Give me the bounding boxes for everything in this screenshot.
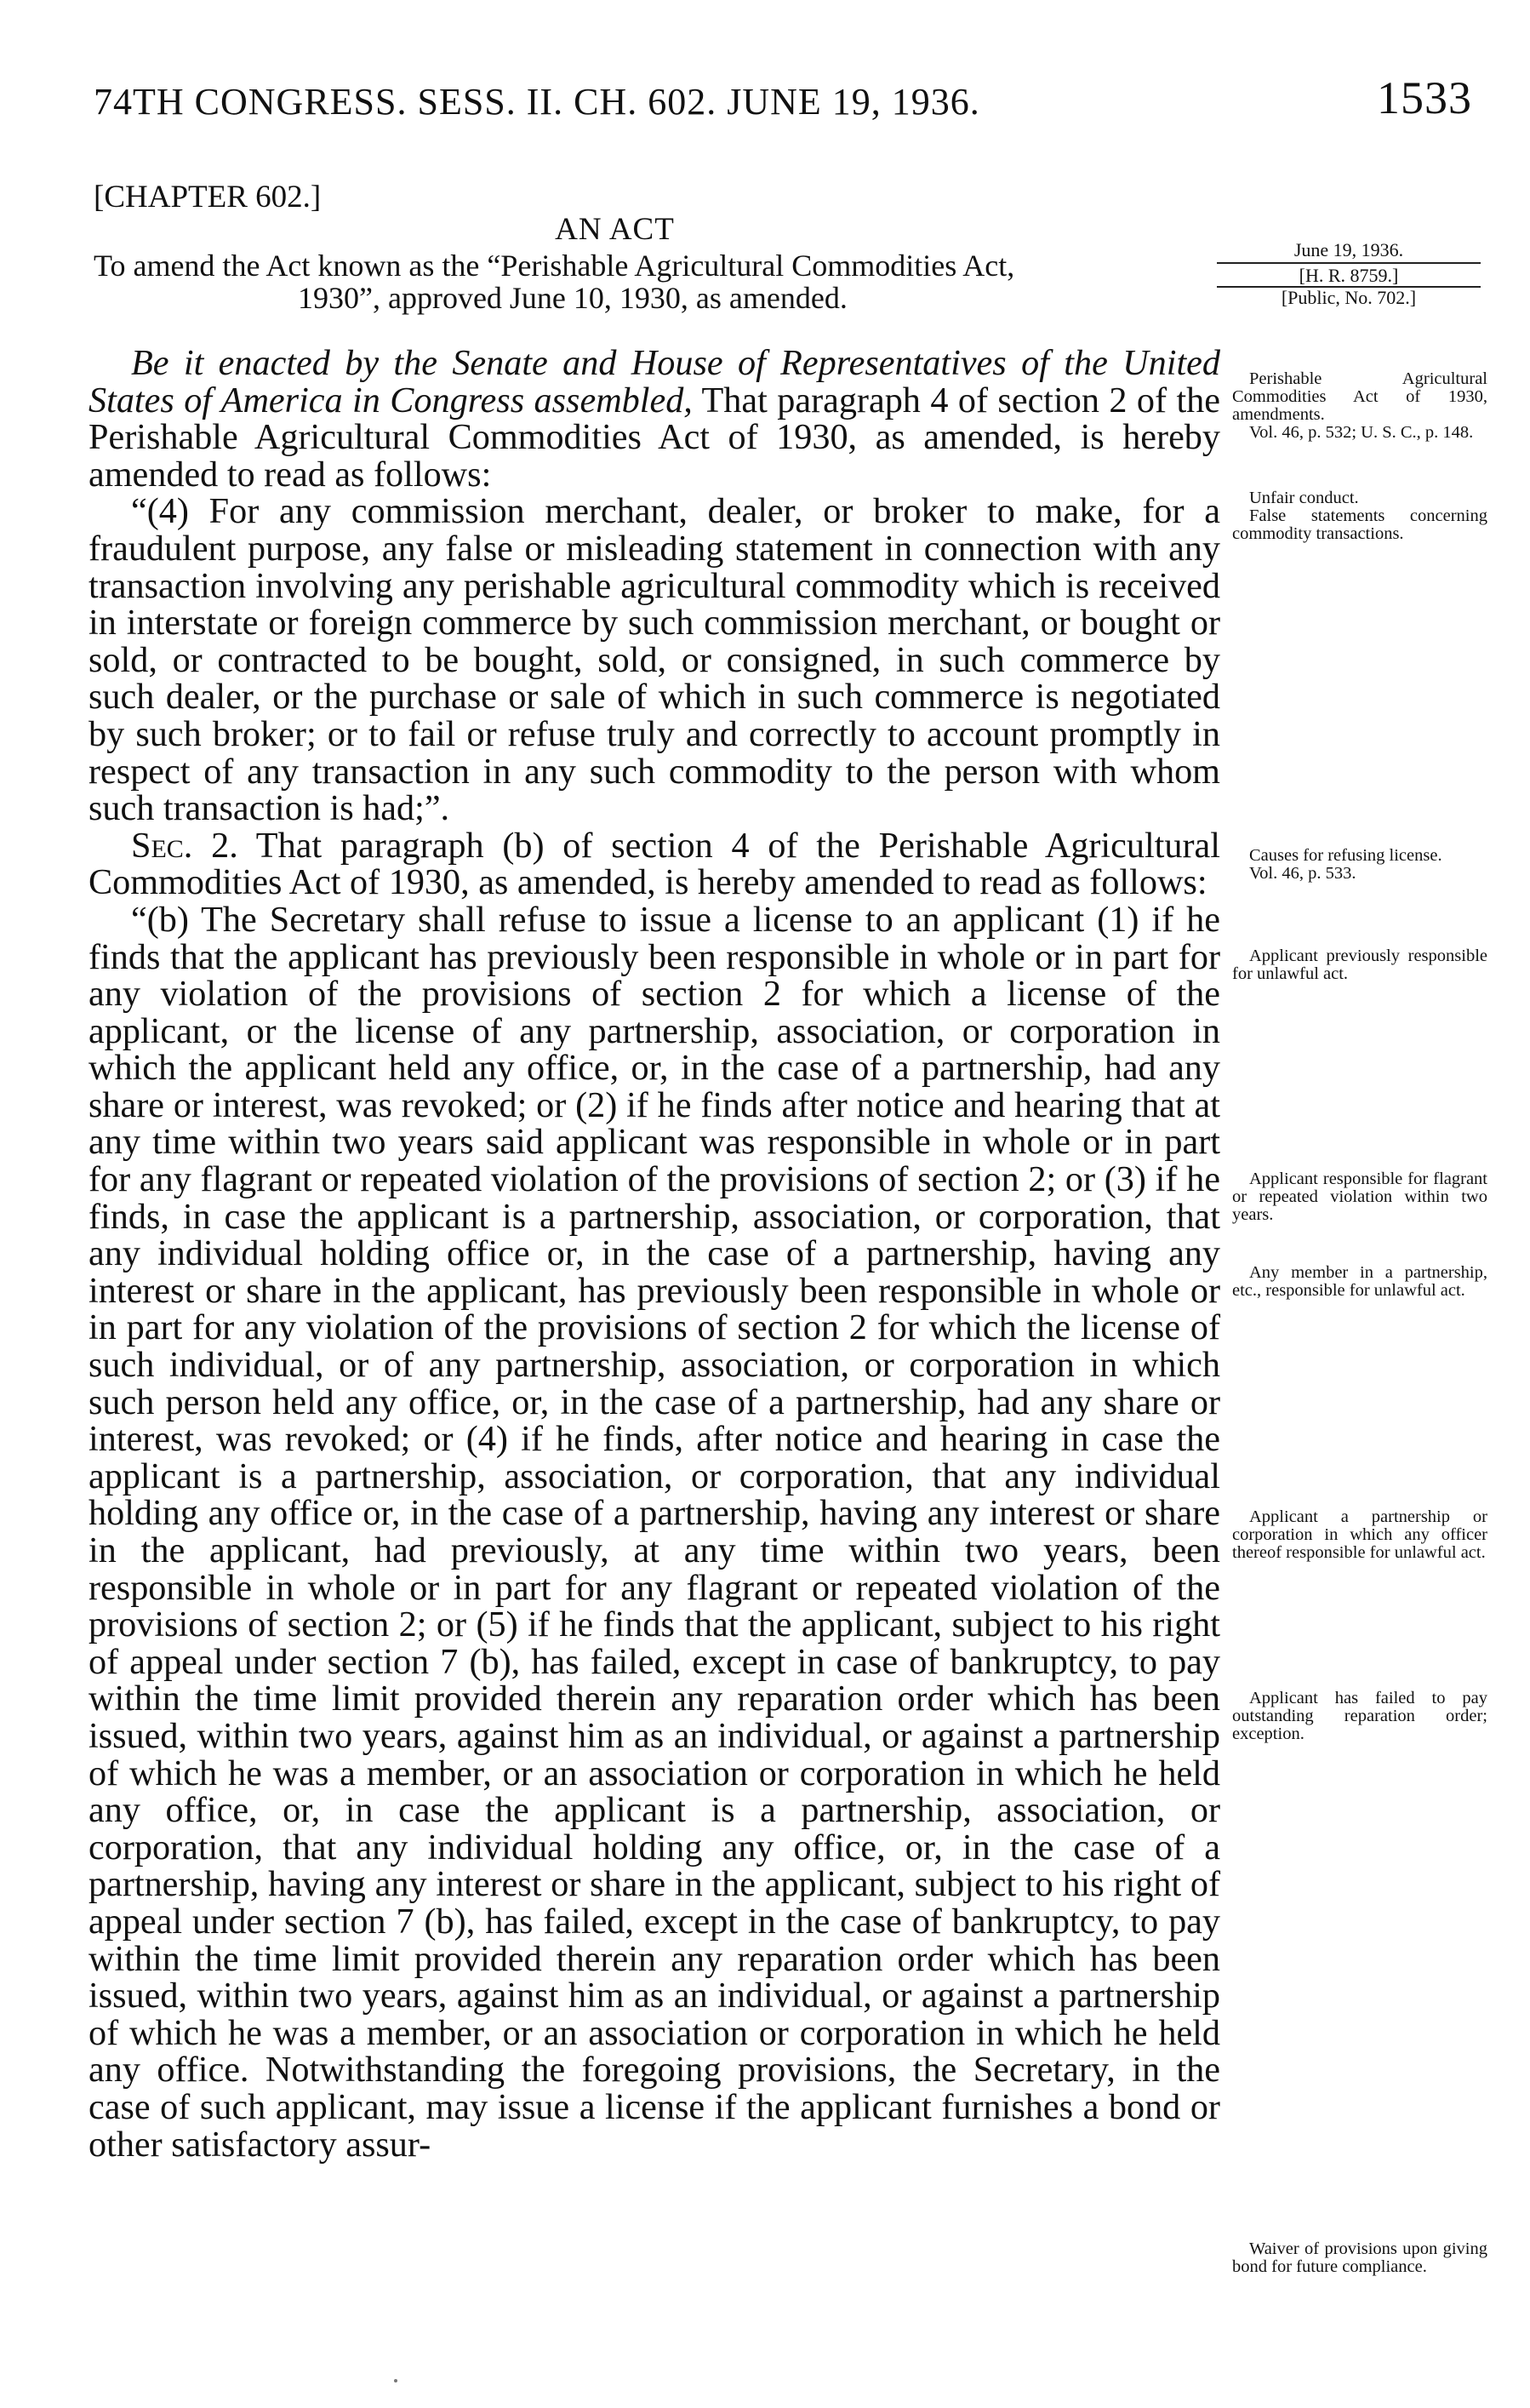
paragraph-4-text: “(4) For any commission merchant, dealer, or broker to make, for a fraudulent purpose, any false or misleading statement in connection with any transaction involving any perishable agricultural commodity which is received in interstate or foreign commerce by such commission merchant, or bought or sold, or contracted to be bought, sold, or consigned, in such commerce by such dealer, or the purchase or sale of which in such commerce is negotiated by such broker; or to fail or refuse truly and correctly to account promptly in respect of any transaction in any such commodity to the person with whom such transaction is had;”.	[88, 491, 1220, 829]
running-head-text: 74TH CONGRESS. SESS. II. CH. 602. JUNE 19, 1936.	[94, 81, 980, 123]
margin-note	[1232, 947, 1487, 983]
public-law-number: [Public, No. 702.]	[1281, 287, 1417, 308]
margin-note-text: Applicant has failed to pay outstanding reparation order; exception.	[1232, 1689, 1487, 1743]
margin-note-text: Perishable Agricultural Commodities Act of 1930, amendments.	[1232, 369, 1487, 424]
margin-note	[1232, 1170, 1487, 1224]
margin-note	[1232, 1690, 1487, 1743]
purpose-line-2: 1930”, approved June 10, 1930, as amended.	[298, 281, 848, 315]
statute-body	[88, 345, 1220, 2163]
margin-note	[1232, 1264, 1487, 1300]
margin-note-text: Causes for refusing license.	[1249, 846, 1442, 865]
margin-note	[1232, 2240, 1487, 2276]
margin-note	[1232, 1508, 1487, 1562]
section-label: Sec. 2.	[131, 825, 238, 866]
section-2-text: That paragraph (b) of section 4 of the Perishable Agricultural Commodities Act of 1930, as amended, is hereby amended to read as follows:	[88, 825, 1220, 903]
margin-note	[1232, 370, 1487, 442]
margin-note-text: Unfair conduct.	[1249, 489, 1359, 507]
margin-note-text: Applicant responsible for flagrant or repeated violation within two years.	[1232, 1170, 1487, 1224]
bill-number: [H. R. 8759.]	[1299, 265, 1399, 286]
margin-note-text: Any member in a partnership, etc., responsible for unlawful act.	[1232, 1263, 1487, 1300]
act-title: AN ACT	[555, 212, 675, 247]
margin-note-text: False statements concerning commodity transactions.	[1232, 506, 1487, 543]
enacting-text: That paragraph 4 of section 2 of the Perishable Agricultural Commodities Act of 1930, as amended, is hereby amended to read as follows:	[88, 380, 1220, 495]
margin-note	[1232, 489, 1487, 543]
chapter-label: [CHAPTER 602.]	[94, 180, 322, 214]
act-purpose	[94, 249, 1230, 314]
running-head	[94, 71, 1472, 157]
margin-note-text: Applicant a partnership or corporation in which any officer thereof responsible for unlawful act.	[1232, 1507, 1487, 1562]
margin-note-text: Waiver of provisions upon giving bond for future compliance.	[1232, 2239, 1487, 2276]
enacting-clause: Be it enacted by the Senate and House of Representatives of the United States of America in Congress assembled,	[88, 343, 1220, 420]
enactment-date-block	[1208, 240, 1489, 308]
margin-note-text: Vol. 46, p. 533.	[1249, 864, 1356, 883]
page-number: 1533	[1377, 72, 1472, 123]
printer-mark	[394, 2379, 397, 2382]
margin-note	[1232, 847, 1487, 883]
enactment-date: June 19, 1936.	[1293, 239, 1404, 260]
paragraph-b-text: “(b) The Secretary shall refuse to issue a license to an applicant (1) if he finds that the applicant has previously been responsible in whole or in part for any violation of the provisions of section 2 for which a license of the applicant, or the license of any partnership, association, or corporation in which the applicant held any office, or, in the case of a partnership, had any share or interest, was revoked; or (2) if he finds after notice and hearing that at any time within two years said applicant was responsible in whole or in part for any flagrant or repeated violation of the provisions of section 2; or (3) if he finds, in case the applicant is a partnership, association, or corporation, that any individual holding office or, in the case of a partnership, having any interest or share in the applicant, has previously been responsible in whole or in part for any violation of the provisions of section 2 for which the license of such individual, or of any partnership, association, or corporation in which such person held any office, or, in the case of a partnership, had any share or interest, was revoked; or (4) if he finds, after notice and hearing in case the applicant is a partnership, association, or corporation, that any individual holding any office or, in the case of a partnership, having any interest or share in the applicant, had previously, at any time within two years, been responsible in whole or in part for any flagrant or repeated violation of the provisions of section 2; or (5) if he finds that the applicant, subject to his right of appeal under section 7 (b), has failed, except in case of bankruptcy, to pay within the time limit provided therein any reparation order which has been issued, within two years, against him as an individual, or against a partnership of which he was a member, or an association or corporation in which he held any office, or, in case the applicant is a partnership, association, or corporation, that any individual holding any office, or, in the case of a partnership, having any interest or share in the applicant, subject to his right of appeal under section 7 (b), has failed, except in the case of bankruptcy, to pay within the time limit provided therein any reparation order which has been issued, within two years, against him as an individual, or against a partnership of which he was a member, or an association or corporation in which he held any office. Notwithstanding the foregoing provisions, the Secretary, in the case of such applicant, may issue a license if the applicant furnishes a bond or other satisfactory assur-	[88, 899, 1220, 2165]
section-2-paragraph	[88, 827, 1220, 901]
enacting-paragraph	[88, 345, 1220, 493]
margin-note-text: Applicant previously responsible for unlawful act.	[1232, 947, 1487, 983]
divider	[1217, 262, 1481, 264]
margin-note-text: Vol. 46, p. 532; U. S. C., p. 148.	[1249, 423, 1474, 442]
purpose-line-1: To amend the Act known as the “Perishable Agricultural Commodities Act,	[94, 249, 1015, 283]
